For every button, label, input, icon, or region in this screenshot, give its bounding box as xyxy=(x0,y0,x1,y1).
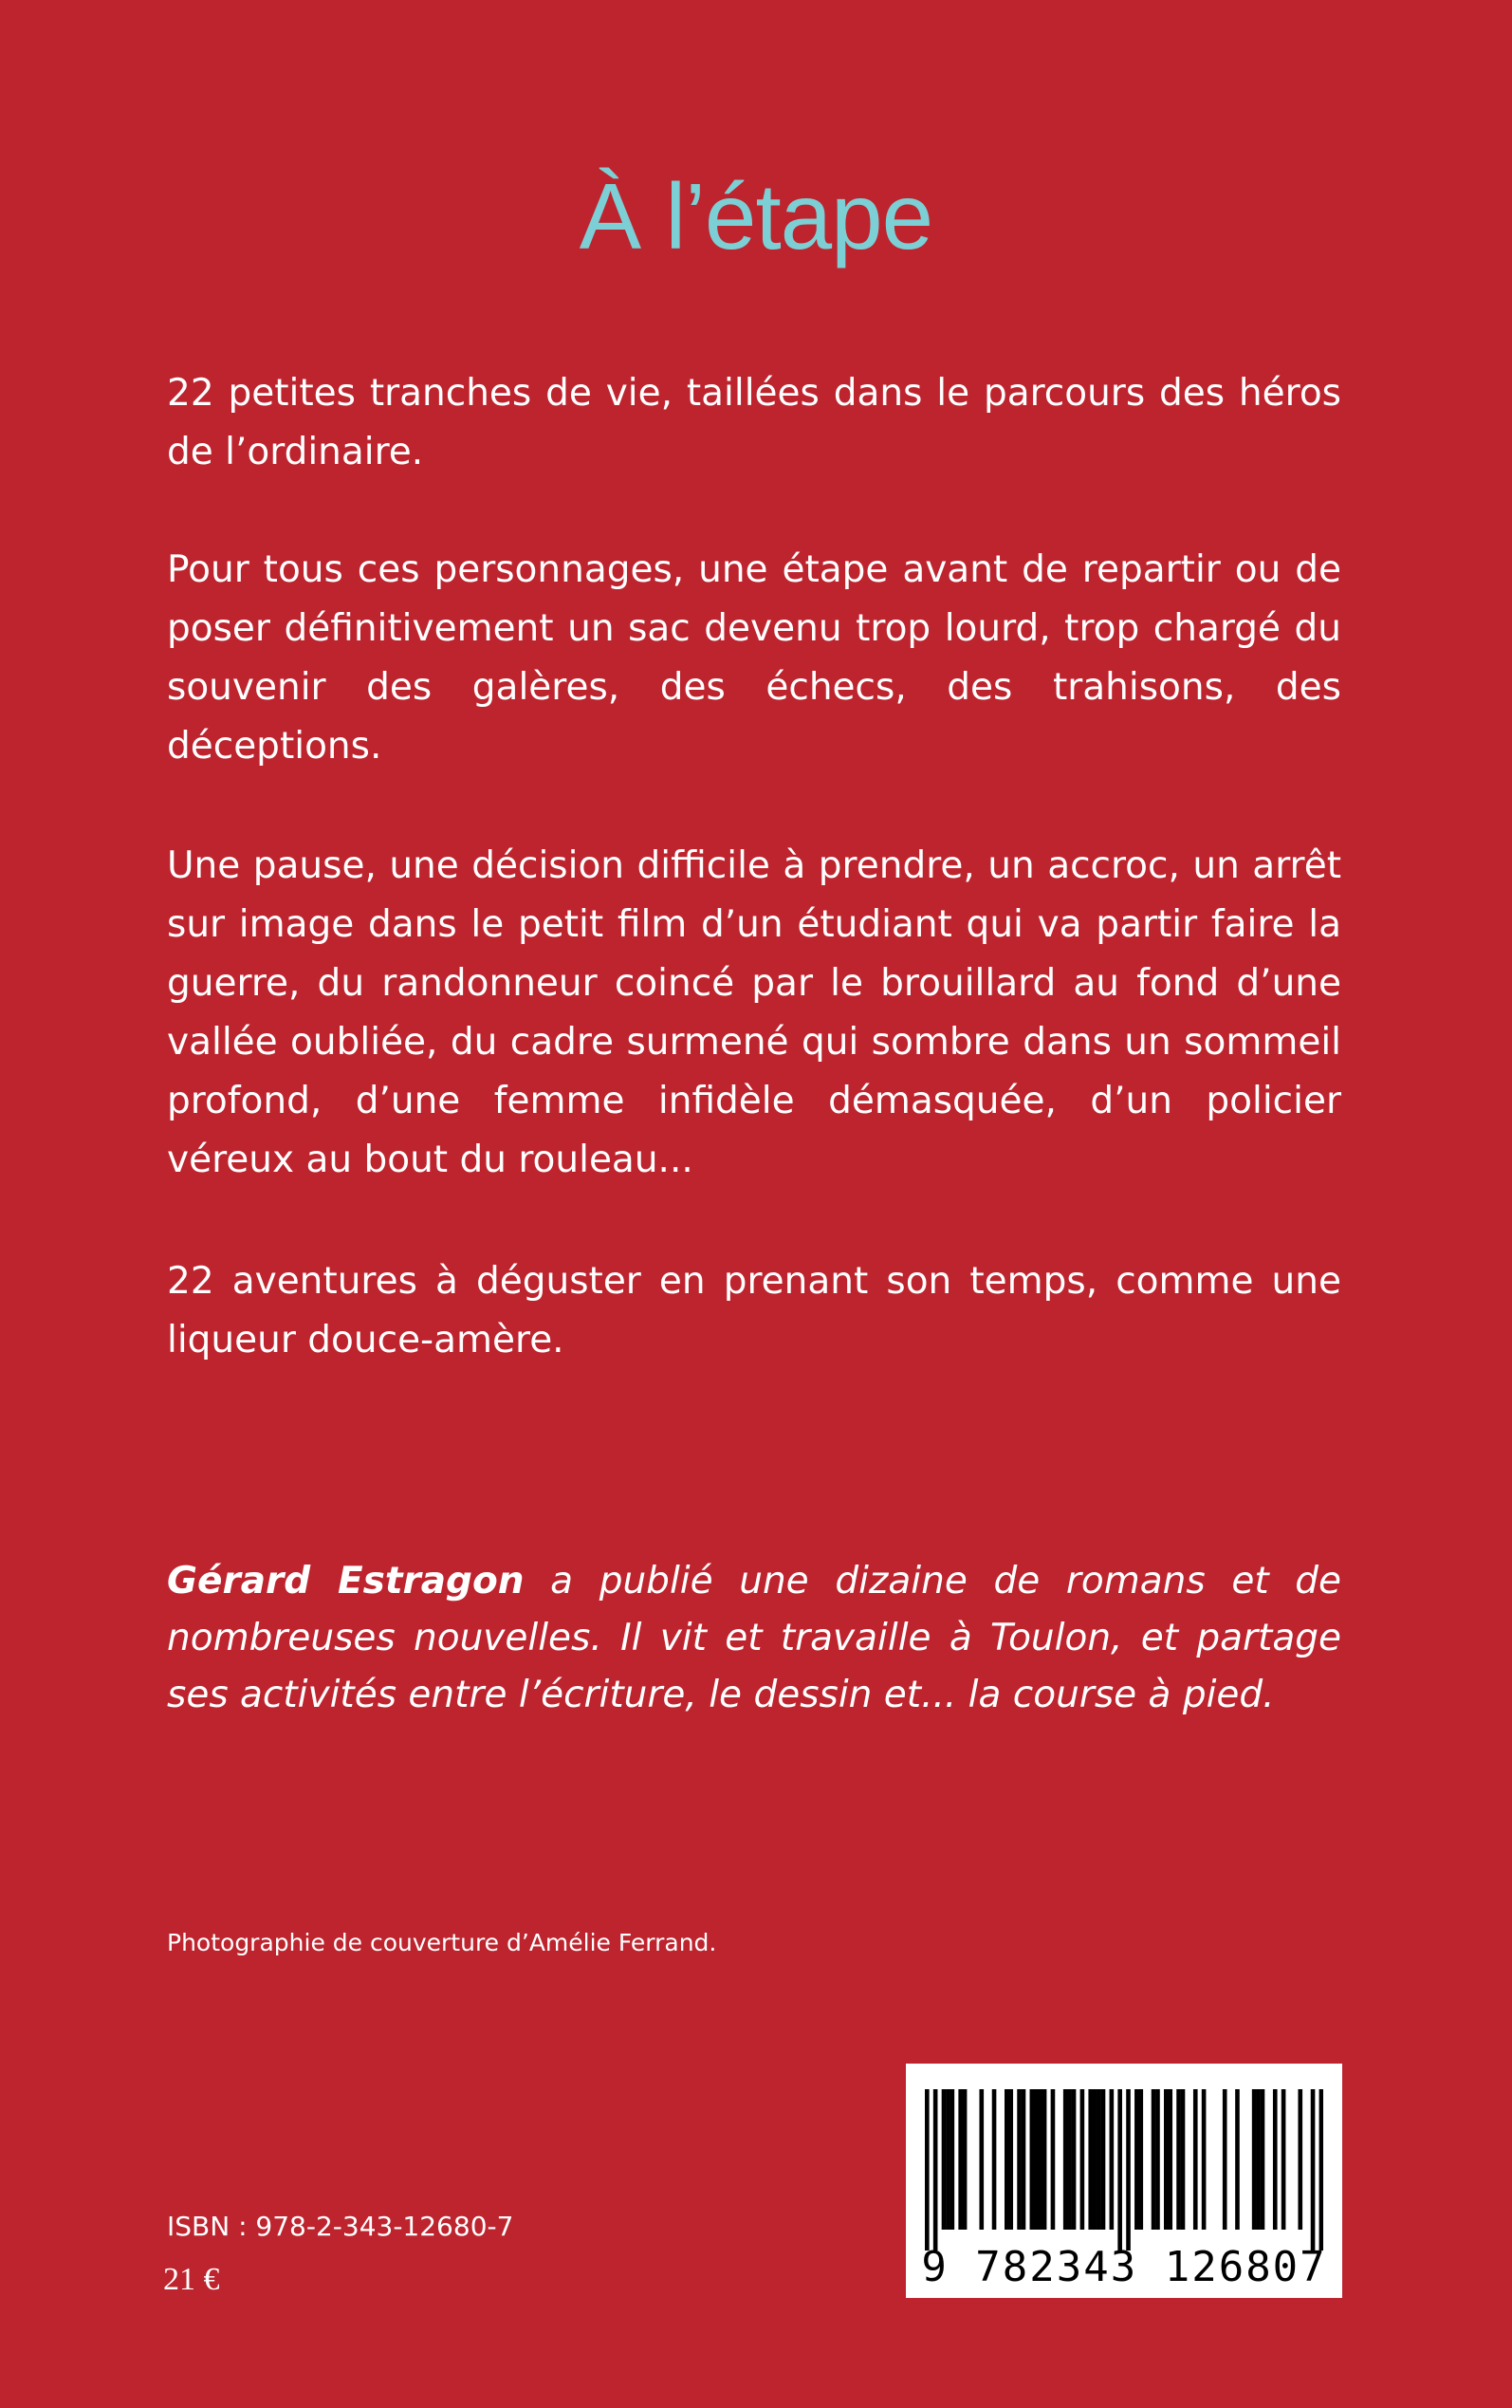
barcode-bars xyxy=(925,2089,1323,2251)
price: 21 € xyxy=(163,2262,220,2297)
author-name: Gérard Estragon xyxy=(167,1560,525,1602)
barcode-bar xyxy=(1176,2089,1181,2230)
barcode-bar xyxy=(1038,2089,1042,2230)
book-title: À l’étape xyxy=(579,164,933,269)
barcode-bar xyxy=(1181,2089,1186,2230)
barcode xyxy=(906,2064,1342,2298)
blurb-paragraph-1: 22 petites tranches de vie, taillées dans le parcours des héros de l’ordinaire. xyxy=(167,372,1341,473)
barcode-bar xyxy=(1101,2089,1106,2230)
isbn-label: ISBN : 978-2-343-12680-7 xyxy=(167,2211,514,2242)
barcode-bar xyxy=(1235,2089,1240,2230)
blurb-paragraph-4: 22 aventures à déguster en prenant son temps, comme une liqueur douce-amère. xyxy=(167,1260,1341,1361)
blurb-paragraph-3: Une pause, une décision difficile à prendre, un accroc, un arrêt sur image dans le petit film d’un étudiant qui va partir faire la guerre, du randonneur coincé par le brouillard au fond d’une vallée oubliée, du cadre surmené qui sombre dans un sommeil profond, d’une femme infidèle démasquée, d’un policier véreux au bout du rouleau... xyxy=(167,844,1341,1181)
barcode-bar xyxy=(1063,2089,1068,2230)
blurb-paragraph-2: Pour tous ces personnages, une étape avant de repartir ou de poser définitivement un sac devenu trop lourd, trop chargé du souvenir des galères, des échecs, des trahisons, des déceptions. xyxy=(167,548,1341,768)
barcode-bar xyxy=(1152,2089,1156,2230)
barcode-bar xyxy=(1117,2089,1122,2251)
barcode-bar xyxy=(1223,2089,1227,2230)
barcode-bar xyxy=(1282,2089,1286,2230)
barcode-bar xyxy=(1097,2089,1101,2230)
barcode-bar xyxy=(963,2089,968,2230)
barcode-bar xyxy=(1088,2089,1093,2230)
barcode-bar xyxy=(1261,2089,1265,2230)
barcode-bar xyxy=(1022,2089,1026,2230)
barcode-bar xyxy=(925,2089,930,2251)
barcode-bar xyxy=(933,2089,938,2251)
barcode-bar xyxy=(1126,2089,1131,2251)
barcode-bar xyxy=(1110,2089,1115,2230)
barcode-bar xyxy=(950,2089,955,2230)
barcode-bar xyxy=(1030,2089,1035,2230)
author-bio-text: a publié une dizaine de romans et de nombreuses nouvelles. Il vit et travaille à Toulon, et partage ses activités entre l’écriture, le dessin et... la course à pied. xyxy=(167,1560,1342,1716)
barcode-bar xyxy=(958,2089,963,2230)
barcode-bar xyxy=(1134,2089,1139,2230)
barcode-digits: 9 782343 126807 xyxy=(921,2243,1327,2291)
barcode-bar xyxy=(1202,2089,1207,2230)
barcode-bar xyxy=(946,2089,950,2230)
barcode-bar xyxy=(1093,2089,1097,2230)
barcode-bar xyxy=(1164,2089,1169,2230)
barcode-bar xyxy=(1008,2089,1013,2230)
barcode-bar xyxy=(1051,2089,1056,2230)
barcode-bar xyxy=(1252,2089,1257,2230)
barcode-bar xyxy=(1017,2089,1022,2230)
barcode-bar xyxy=(1005,2089,1009,2230)
barcode-bar xyxy=(1155,2089,1160,2230)
barcode-bar xyxy=(1256,2089,1261,2230)
barcode-bar xyxy=(992,2089,997,2230)
barcode-bar xyxy=(1168,2089,1172,2230)
barcode-bar xyxy=(1034,2089,1039,2230)
barcode-bar xyxy=(1067,2089,1072,2230)
barcode-bar xyxy=(1319,2089,1323,2251)
barcode-bar xyxy=(1193,2089,1198,2230)
barcode-bar xyxy=(1311,2089,1316,2251)
barcode-bar xyxy=(1138,2089,1143,2230)
barcode-bar xyxy=(1273,2089,1278,2230)
photo-credit: Photographie de couverture d’Amélie Ferrand. xyxy=(167,1929,717,1956)
barcode-bar xyxy=(1042,2089,1047,2230)
barcode-bar xyxy=(1080,2089,1085,2230)
barcode-bar xyxy=(942,2089,947,2230)
author-bio xyxy=(167,1553,1341,1724)
barcode-bar xyxy=(1072,2089,1077,2230)
barcode-bar xyxy=(1298,2089,1302,2230)
barcode-bar xyxy=(979,2089,984,2230)
